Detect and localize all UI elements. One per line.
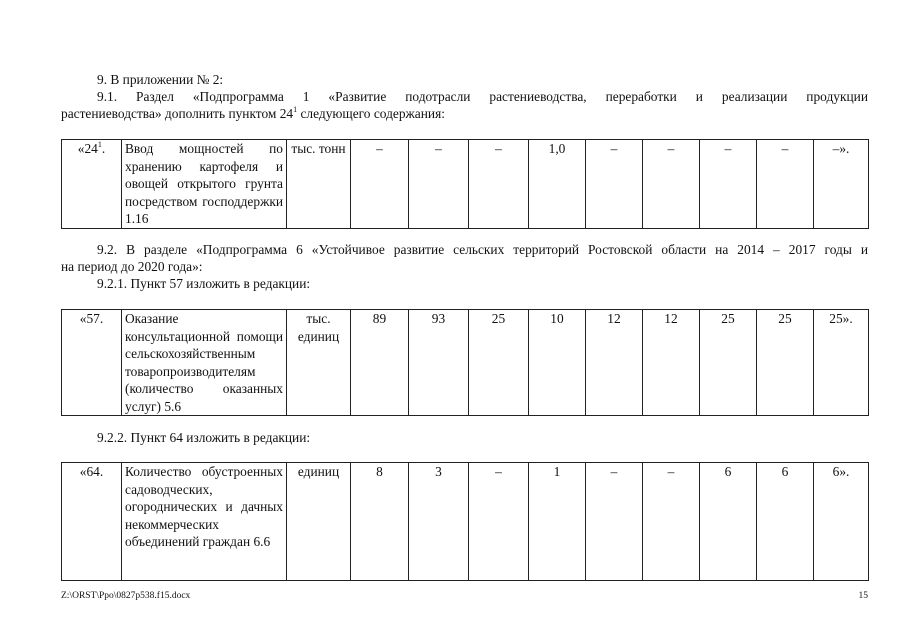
value-cell: –». (814, 140, 869, 229)
value-cell: 25». (814, 310, 869, 416)
section-9-2-line2: на период до 2020 года»: (61, 259, 203, 274)
table-row (62, 140, 869, 229)
value-cell: – (643, 463, 700, 581)
value-cell: 12 (643, 310, 700, 416)
value-cell: 6 (700, 463, 757, 581)
value-cell: 6 (757, 463, 814, 581)
value-cell: 6». (814, 463, 869, 581)
page-number: 15 (858, 591, 868, 601)
row-unit: единиц (287, 463, 351, 581)
value-cell: 12 (586, 310, 643, 416)
value-cell: 25 (469, 310, 529, 416)
section-9-2-2: 9.2.2. Пункт 64 изложить в редакции: (97, 430, 311, 445)
section-9-2-line1: 9.2. В разделе «Подпрограмма 6 «Устойчивое развитие сельских территорий Ростовской области на 2014 – 2017 годы и (97, 242, 868, 257)
value-cell: – (586, 463, 643, 581)
section-9-heading: 9. В приложении № 2: (97, 72, 224, 87)
footer-file-path: Z:\ORST\Ppo\0827p538.f15.docx (61, 591, 191, 601)
table-row (62, 463, 869, 581)
table-row (62, 310, 869, 416)
row-name: Количество обустроенных садоводческих, огороднических и дачных некоммерческих объединений граждан 6.6 (122, 463, 287, 581)
value-cell: 25 (700, 310, 757, 416)
table-item-57 (61, 309, 869, 416)
value-cell: 10 (529, 310, 586, 416)
value-cell: – (757, 140, 814, 229)
row-number: «57. (62, 310, 122, 416)
row-unit: тыс. тонн (287, 140, 351, 229)
value-cell: 1 (529, 463, 586, 581)
section-9-1-line1: 9.1. Раздел «Подпрограмма 1 «Развитие подотрасли растениеводства, переработки и реализации продукции (97, 89, 868, 104)
value-cell: – (586, 140, 643, 229)
value-cell: – (643, 140, 700, 229)
value-cell: – (409, 140, 469, 229)
row-number: «$24^1$. (62, 140, 122, 229)
value-cell: 1,0 (529, 140, 586, 229)
value-cell: – (351, 140, 409, 229)
value-cell: – (469, 463, 529, 581)
value-cell: 89 (351, 310, 409, 416)
value-cell: – (469, 140, 529, 229)
row-unit: тыс. единиц (287, 310, 351, 416)
section-9-1-line2: растениеводства» дополнить пунктом $24^1$ следующего содержания: (61, 104, 445, 121)
row-name: Оказание консультационной помощи сельскохозяйственным товаропроизводителям (количество оказанных услуг) 5.6 (122, 310, 287, 416)
row-number: «64. (62, 463, 122, 581)
value-cell: 8 (351, 463, 409, 581)
table-item-64 (61, 462, 869, 581)
value-cell: 93 (409, 310, 469, 416)
table-item-24-1 (61, 139, 869, 229)
value-cell: 3 (409, 463, 469, 581)
value-cell: 25 (757, 310, 814, 416)
section-9-2-1: 9.2.1. Пункт 57 изложить в редакции: (97, 276, 311, 291)
value-cell: – (700, 140, 757, 229)
row-name: Ввод мощностей по хранению картофеля и овощей открытого грунта посредством господдержки 1.16 (122, 140, 287, 229)
